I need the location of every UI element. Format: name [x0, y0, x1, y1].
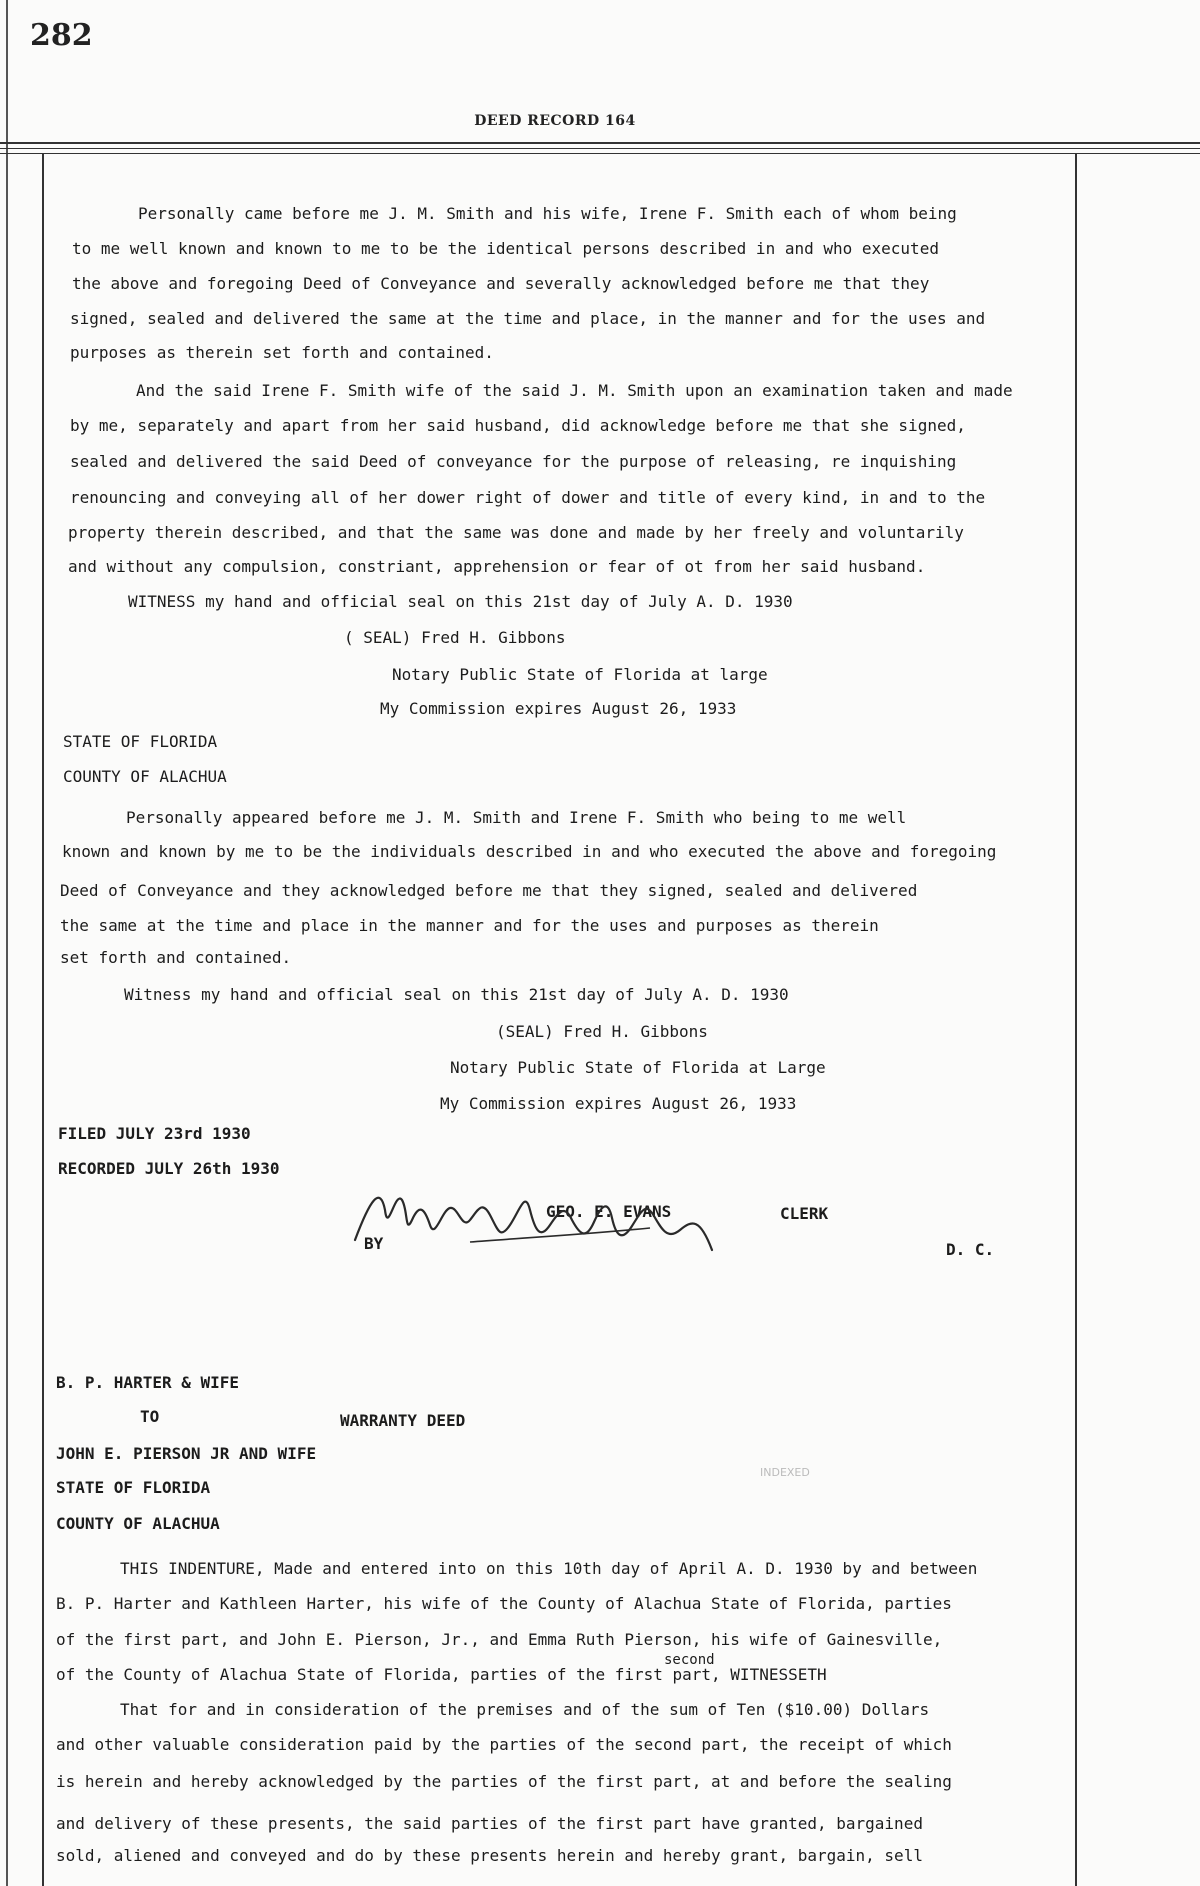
deed-line-8: and delivery of these presents, the said parties of the first part have granted, bargained: [56, 1814, 923, 1833]
handwritten-signature: [350, 1180, 720, 1260]
deed-grantee: JOHN E. PIERSON JR AND WIFE: [56, 1444, 317, 1463]
ack1-line-2: to me well known and known to me to be the identical persons described in and who executed: [72, 239, 939, 258]
ack1-line-11: and without any compulsion, constriant, apprehension or fear of ot from her said husband.: [68, 557, 926, 576]
ack1-line-9: renouncing and conveying all of her dower right of dower and title of every kind, in and to the: [70, 488, 986, 507]
ack1-commission-expiry: My Commission expires August 26, 1933: [380, 699, 737, 718]
ack2-commission-expiry: My Commission expires August 26, 1933: [440, 1094, 797, 1113]
ack1-line-8: sealed and delivered the said Deed of conveyance for the purpose of releasing, re inquishing: [70, 452, 957, 471]
ack1-line-3: the above and foregoing Deed of Conveyance and severally acknowledged before me that they: [72, 274, 930, 293]
ack2-line-3: Deed of Conveyance and they acknowledged before me that they signed, sealed and delivered: [60, 881, 918, 900]
deed-line-9: sold, aliened and conveyed and do by these presents herein and hereby grant, bargain, sell: [56, 1846, 923, 1865]
deed-to: TO: [140, 1407, 160, 1426]
ack1-witness-line: WITNESS my hand and official seal on this 21st day of July A. D. 1930: [128, 592, 793, 611]
book-title: DEED RECORD 164: [474, 113, 636, 129]
ack2-notary-title: Notary Public State of Florida at Large: [450, 1058, 826, 1077]
ack2-line-4: the same at the time and place in the manner and for the uses and purposes as therein: [60, 916, 879, 935]
ack1-line-5: purposes as therein set forth and contained.: [70, 343, 494, 362]
deed-type: WARRANTY DEED: [340, 1411, 466, 1430]
ack1-line-6: And the said Irene F. Smith wife of the said J. M. Smith upon an examination taken and made: [136, 381, 1013, 400]
deed-line-3: of the first part, and John E. Pierson, Jr., and Emma Ruth Pierson, his wife of Gainesville,: [56, 1630, 943, 1649]
deed-line-4: of the County of Alachua State of Florida, parties of the first part, WITNESSETH: [56, 1665, 827, 1684]
filed-date: FILED JULY 23rd 1930: [58, 1124, 251, 1143]
indexed-stamp: INDEXED: [760, 1466, 810, 1479]
ack1-notary-title: Notary Public State of Florida at large: [392, 665, 768, 684]
right-margin-line: [1075, 154, 1077, 1886]
header-rule-top: [0, 142, 1200, 144]
ack1-line-10: property therein described, and that the same was done and made by her freely and voluntarily: [68, 523, 964, 542]
ack2-state: STATE OF FLORIDA: [63, 732, 218, 751]
ack2-county: COUNTY OF ALACHUA: [63, 767, 227, 786]
ack2-line-1: Personally appeared before me J. M. Smith and Irene F. Smith who being to me well: [126, 808, 907, 827]
deed-county: COUNTY OF ALACHUA: [56, 1514, 220, 1533]
deed-grantor: B. P. HARTER & WIFE: [56, 1373, 240, 1392]
ack1-seal-signature: ( SEAL) Fred H. Gibbons: [344, 628, 566, 647]
deed-line-6: and other valuable consideration paid by the parties of the second part, the receipt of which: [56, 1735, 952, 1754]
ack1-line-7: by me, separately and apart from her said husband, did acknowledge before me that she signed,: [70, 416, 966, 435]
ack2-line-2: known and known by me to be the individuals described in and who executed the above and foregoing: [62, 842, 997, 861]
header-rule-bottom: [0, 153, 1200, 154]
page-edge-rule: [6, 0, 8, 1886]
page-number: 282: [30, 18, 93, 53]
clerk-name: GEO. E. EVANS: [546, 1202, 672, 1221]
left-margin-line: [42, 154, 44, 1886]
ack1-line-4: signed, sealed and delivered the same at the time and place, in the manner and for the uses and: [70, 309, 986, 328]
ack2-seal-signature: (SEAL) Fred H. Gibbons: [496, 1022, 708, 1041]
clerk-title: CLERK: [780, 1204, 829, 1223]
ack1-line-1: Personally came before me J. M. Smith and his wife, Irene F. Smith each of whom being: [138, 204, 957, 223]
recorded-date: RECORDED JULY 26th 1930: [58, 1159, 280, 1178]
by-label: BY: [364, 1234, 384, 1253]
ack2-line-5: set forth and contained.: [60, 948, 292, 967]
ack2-witness-line: Witness my hand and official seal on this 21st day of July A. D. 1930: [124, 985, 789, 1004]
deed-second-insert: second: [664, 1652, 715, 1668]
deed-state: STATE OF FLORIDA: [56, 1478, 211, 1497]
deed-line-2: B. P. Harter and Kathleen Harter, his wife of the County of Alachua State of Florida, parties: [56, 1594, 952, 1613]
deed-line-7: is herein and hereby acknowledged by the parties of the first part, at and before the sealing: [56, 1772, 952, 1791]
header-rule-middle: [0, 148, 1200, 149]
deed-line-5: That for and in consideration of the premises and of the sum of Ten ($10.00) Dollars: [120, 1700, 930, 1719]
deed-line-1: THIS INDENTURE, Made and entered into on this 10th day of April A. D. 1930 by and between: [120, 1559, 978, 1578]
deputy-clerk-label: D. C.: [946, 1240, 995, 1259]
